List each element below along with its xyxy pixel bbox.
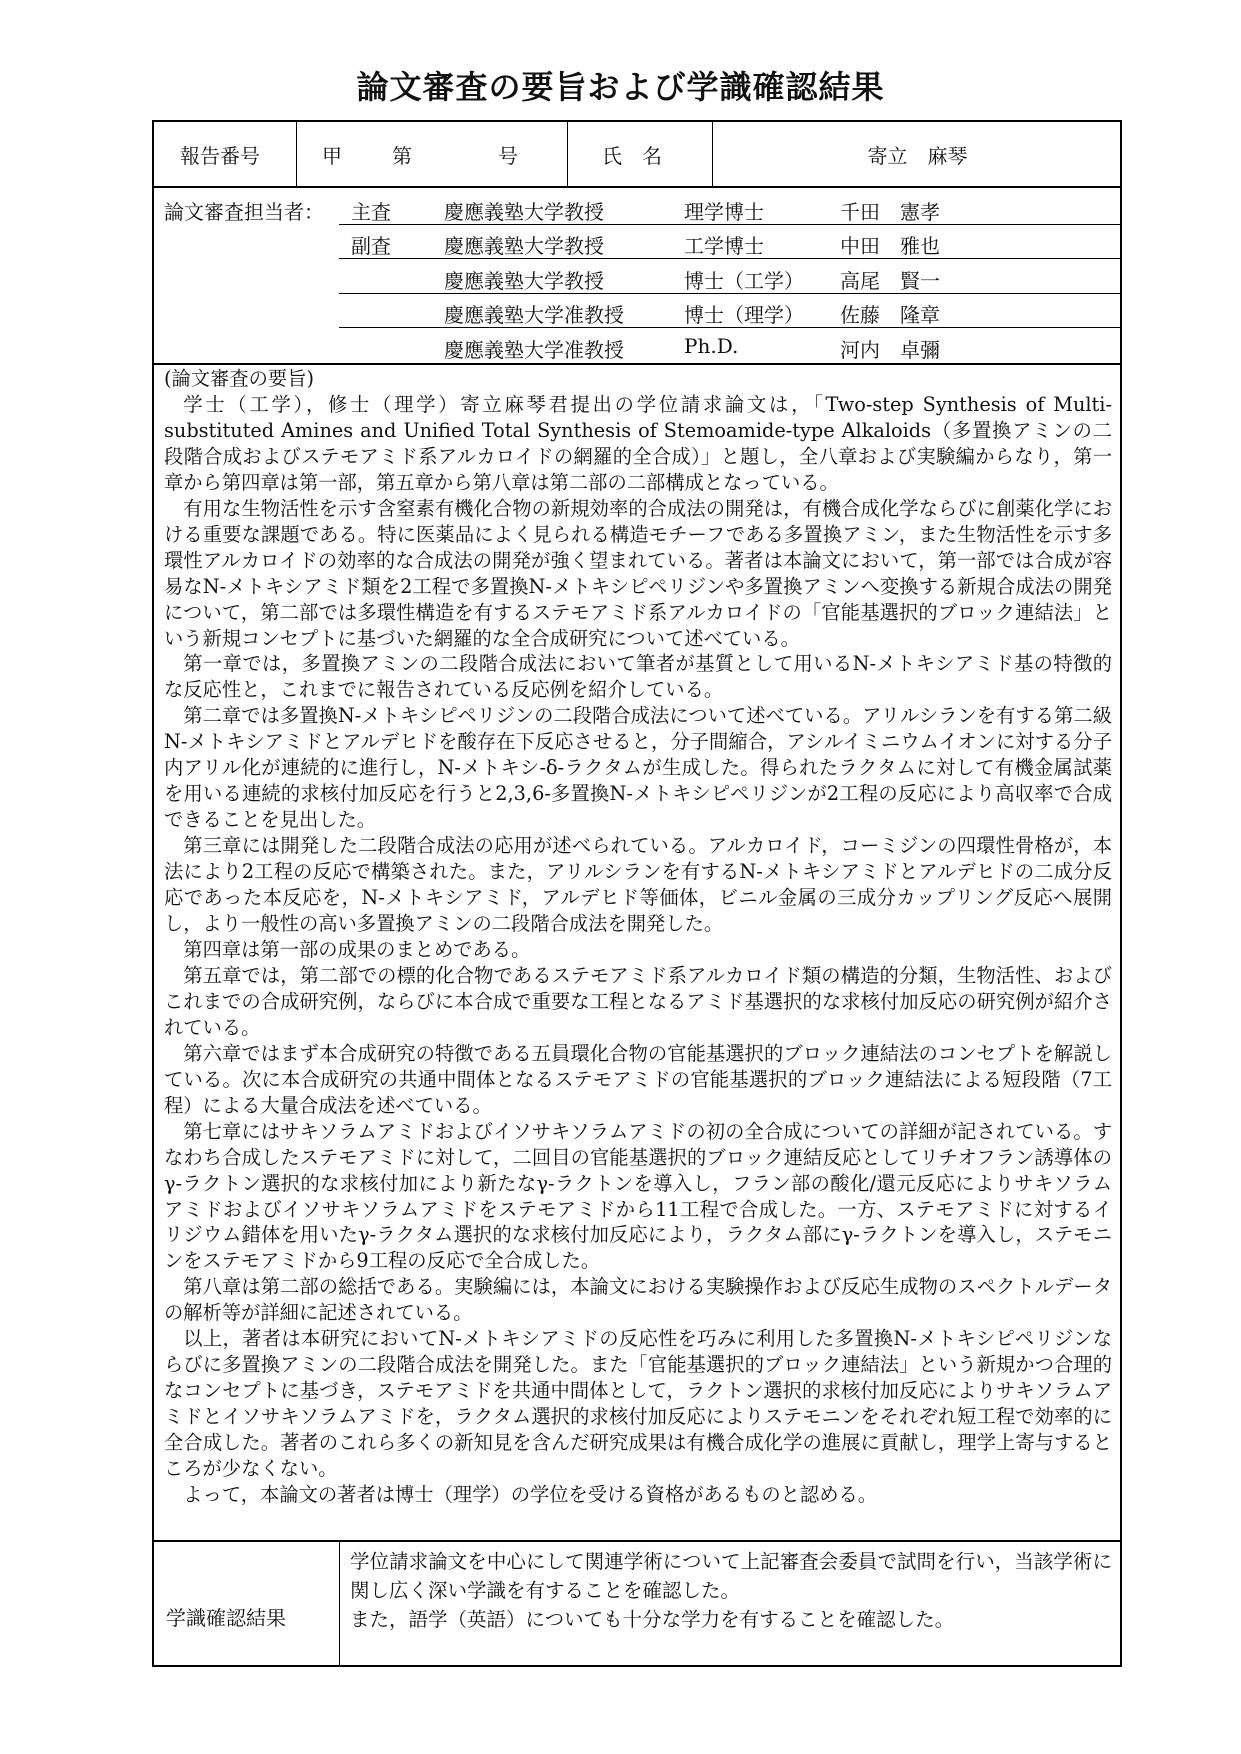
- examiner-role: 主査: [351, 200, 391, 224]
- divider: [154, 1540, 1120, 1542]
- summary-paragraph: 有用な生物活性を示す含窒素有機化合物の新規効率的合成法の開発は，有機合成化学ならびに創薬化学における重要な課題である。特に医薬品によく見られる構造モチーフである多置換アミン，また生物活性を示す多環性アルカロイドの効率的な合成法の開発が強く望まれている。著者は本論文において，第一部では合成が容易なN-メトキシアミド類を2工程で多置換N-メトキシピペリジンや多置換アミンへ変換する新規合成法の開発について，第二部では多環性構造を有するステモアミド系アルカロイドの「官能基選択的ブロック連結法」という新規コンセプトに基づいた網羅的な全合成研究について述べている。: [164, 496, 1112, 650]
- examiner-name: 高尾 賢一: [840, 269, 940, 293]
- divider: [154, 186, 1120, 188]
- report-number-label: 報告番号: [180, 144, 260, 168]
- examiner-name: 千田 憲孝: [840, 200, 940, 224]
- review-summary: [164, 366, 1112, 1508]
- examiner-affiliation: 慶應義塾大学教授: [444, 234, 604, 258]
- page-title: 論文審査の要旨および学識確認結果: [356, 68, 885, 106]
- examiner-affiliation: 慶應義塾大学教授: [444, 200, 604, 224]
- divider: [154, 363, 1120, 365]
- report-number-kou: 甲: [322, 144, 342, 168]
- examiner-affiliation: 慶應義塾大学准教授: [444, 338, 624, 362]
- summary-paragraph: 第一章では，多置換アミンの二段階合成法において筆者が基質として用いるN-メトキシアミド基の特徴的な反応性と，これまでに報告されている反応例を紹介している。: [164, 652, 1112, 702]
- candidate-name: 寄立 麻琴: [867, 144, 968, 168]
- examiners-label: 論文審査担当者：: [164, 200, 324, 224]
- divider: [339, 293, 1120, 294]
- report-number-gou: 号: [498, 144, 518, 168]
- summary-paragraph: 以上，著者は本研究においてN-メトキシアミドの反応性を巧みに利用した多置換N-メトキシピペリジンならびに多置換アミンの二段階合成法を開発した。また「官能基選択的ブロック連結法」という新規かつ合理的なコンセプトに基づき，ステモアミドを共通中間体として，ラクトン選択的求核付加反応によりサキソラムアミドとイソサキソラムアミドを，ラクタム選択的求核付加反応によりステモニンをそれぞれ短工程で効率的に全合成した。著者のこれら多くの新知見を含んだ研究成果は有機合成化学の進展に貢献し，理学上寄与するところが少なくない。: [164, 1327, 1112, 1481]
- summary-paragraph: 第八章は第二部の総括である。実験編には，本論文における実験操作および反応生成物のスペクトルデータの解析等が詳細に記述されている。: [164, 1275, 1112, 1325]
- summary-paragraph: 第三章には開発した二段階合成法の応用が述べられている。アルカロイド，コーミジンの四環性骨格が，本法により2工程の反応で構築された。また，アリルシランを有するN-メトキシアミドとアルデヒドの二成分反応であった本反応を，N-メトキシアミド，アルデヒド等価体，ビニル金属の三成分カップリング反応へ展開し，より一般性の高い多置換アミンの二段階合成法を開発した。: [164, 834, 1112, 936]
- summary-paragraph: よって，本論文の著者は博士（理学）の学位を受ける資格があるものと認める。: [183, 1482, 878, 1506]
- summary-paragraph: 第四章は第一部の成果のまとめである。: [183, 937, 531, 961]
- divider: [339, 1540, 340, 1665]
- summary-paragraph: 第五章では，第二部での標的化合物であるステモアミド系アルカロイド類の構造的分類，生物活性、およびこれまでの合成研究例，ならびに本合成で重要な工程となるアミド基選択的な求核付加反応の研究例が紹介されている。: [164, 963, 1112, 1039]
- confirmation-text: [350, 1547, 1112, 1634]
- report-number-dai: 第: [392, 144, 412, 168]
- confirmation-line: 学位請求論文を中心にして関連学術について上記審査会委員で試問を行い，当該学術に関し広く深い学識を有することを確認した。: [350, 1550, 1112, 1602]
- name-label: 氏 名: [602, 144, 662, 168]
- examiner-name: 河内 卓彌: [840, 338, 940, 362]
- examiner-degree: 理学博士: [684, 200, 764, 224]
- examiner-degree: Ph.D.: [684, 334, 739, 358]
- confirmation-line: また，語学（英語）についても十分な学力を有することを確認した。: [350, 1608, 955, 1631]
- divider: [339, 327, 1120, 328]
- divider: [339, 224, 1120, 225]
- review-form: [152, 120, 1122, 1667]
- divider: [567, 122, 568, 186]
- examiner-role: 副査: [351, 234, 391, 258]
- summary-paragraph: 第七章にはサキソラムアミドおよびイソサキソラムアミドの初の全合成についての詳細が記されている。すなわち合成したステモアミドに対して，二回目の官能基選択的ブロック連結反応としてリチオフラン誘導体のγ-ラクトン選択的な求核付加により新たなγ-ラクトンを導入し，フラン部の酸化/還元反応によりサキソラムアミドおよびイソサキソラムアミドをステモアミドから11工程で合成した。一方、ステモアミドに対するイリジウム錯体を用いたγ-ラクタム選択的な求核付加反応により，ラクタム部にγ-ラクトンを導入し，ステモニンをステモアミドから9工程の反応で全合成した。: [164, 1119, 1112, 1273]
- examiner-affiliation: 慶應義塾大学教授: [444, 269, 604, 293]
- summary-paragraph: 第二章では多置換N-メトキシピペリジンの二段階合成法について述べている。アリルシランを有する第二級N-メトキシアミドとアルデヒドを酸存在下反応させると，分子間縮合，アシルイミニウムイオンに対する分子内アリル化が連続的に進行し，N-メトキシ-δ-ラクタムが生成した。得られたラクタムに対して有機金属試薬を用いる連続的求核付加反応を行うと2,3,6-多置換N-メトキシピペリジンが2工程の反応により高収率で合成できることを見出した。: [164, 704, 1112, 832]
- examiner-affiliation: 慶應義塾大学准教授: [444, 303, 624, 327]
- summary-heading: (論文審査の要旨): [164, 367, 315, 390]
- summary-paragraph: 学士（工学），修士（理学）寄立麻琴君提出の学位請求論文は，「Two-step Synthesis of Multi-substituted Amines and Unified Total Synthesis of Stemoamide-type Alkaloids（多置換アミンの二段階合成およびステモアミド系アルカロイドの網羅的全合成）」と題し，全八章および実験編からなり，第一章から第四章は第一部，第五章から第八章は第二部の二部構成となっている。: [164, 392, 1112, 494]
- examiner-degree: 工学博士: [684, 234, 764, 258]
- examiner-degree: 博士（工学）: [684, 269, 804, 293]
- examiner-name: 佐藤 隆章: [840, 303, 940, 327]
- divider: [296, 122, 297, 186]
- confirmation-label: 学識確認結果: [166, 1606, 286, 1630]
- examiner-degree: 博士（理学）: [684, 303, 804, 327]
- summary-paragraph: 第六章ではまず本合成研究の特徴である五員環化合物の官能基選択的ブロック連結法のコンセプトを解説している。次に本合成研究の共通中間体となるステモアミドの官能基選択的ブロック連結法による短段階（7工程）による大量合成法を述べている。: [164, 1041, 1112, 1117]
- examiner-name: 中田 雅也: [840, 234, 940, 258]
- divider: [339, 258, 1120, 259]
